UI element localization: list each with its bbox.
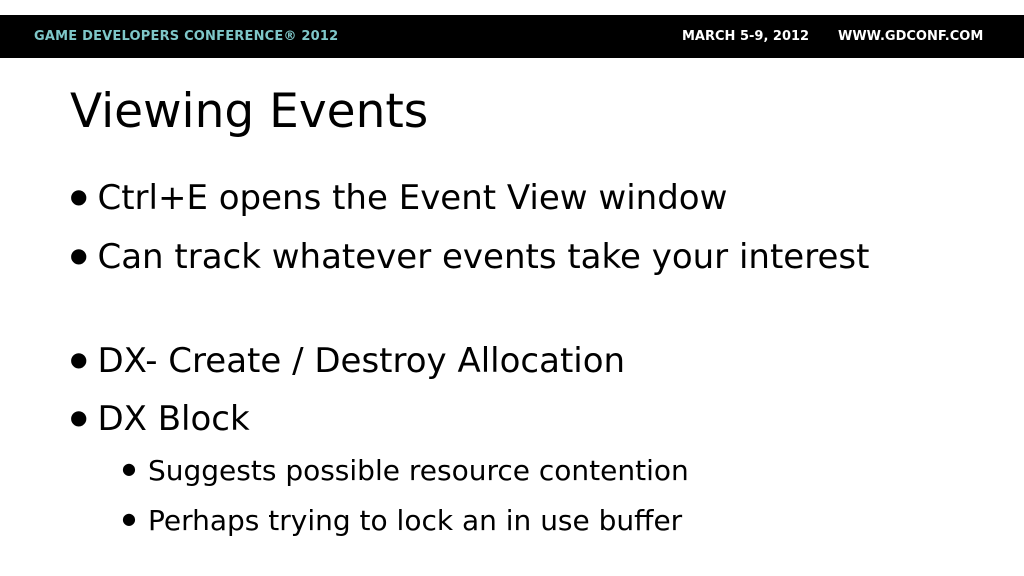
bullet-text: DX- Create / Destroy Allocation <box>97 341 626 381</box>
bullet-item <box>70 396 890 444</box>
bullet-item <box>70 234 890 282</box>
bullet-dot-icon: ● <box>70 347 88 371</box>
bullet-item <box>70 175 890 223</box>
bullet-dot-icon: ● <box>70 184 88 208</box>
sub-bullet-text: Suggests possible resource contention <box>147 454 689 487</box>
bullet-dot-icon: ● <box>70 405 88 429</box>
sub-bullet-item <box>122 451 902 492</box>
conference-name: GAME DEVELOPERS CONFERENCE® 2012 <box>34 29 339 44</box>
bullet-dot-icon: ● <box>70 243 88 267</box>
sub-bullet-text: Perhaps trying to lock an in use buffer <box>147 504 683 537</box>
bullet-item <box>70 338 890 386</box>
bullet-text: Ctrl+E opens the Event View window <box>97 178 728 218</box>
bullet-text: DX Block <box>97 399 250 439</box>
conference-url: WWW.GDCONF.COM <box>838 29 984 44</box>
bullet-dot-icon: ● <box>122 509 136 528</box>
bullet-dot-icon: ● <box>122 459 136 478</box>
conference-dates: MARCH 5-9, 2012 <box>682 29 810 44</box>
sub-bullet-item <box>122 501 902 542</box>
bullet-text: Can track whatever events take your interest <box>97 237 870 277</box>
slide-title: Viewing Events <box>70 84 429 139</box>
header-bar <box>0 15 1024 58</box>
